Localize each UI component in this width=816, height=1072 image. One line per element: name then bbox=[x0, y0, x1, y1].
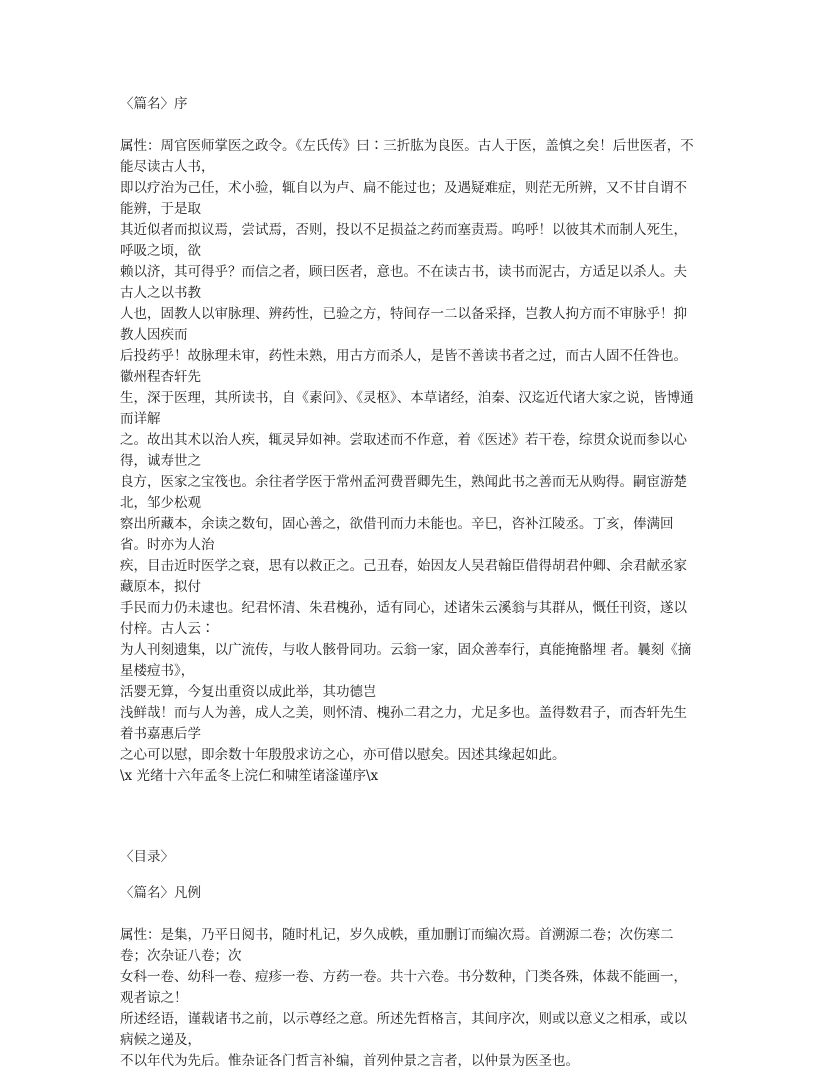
section-heading-conventions: 〈篇名〉凡例 bbox=[120, 885, 201, 901]
preface-line: 属性：周官医师掌医之政令。《左氏传》曰∶三折肱为良医。古人于医，盖慎之矣！后世医者，不能尽读古人书， bbox=[120, 138, 694, 175]
preface-signature: \x 光绪十六年孟冬上浣仁和啸笙诸滏谨序\x bbox=[120, 768, 379, 784]
conventions-line: 属性：是集，乃平日阅书，随时札记，岁久成帙，重加删订而编次焉。首溯源二卷；次伤寒二卷；次杂证八卷；次 bbox=[120, 927, 674, 964]
preface-line: 之心可以慰，即余数十年殷殷求访之心，亦可借以慰矣。因述其缘起如此。 bbox=[120, 747, 566, 763]
spacer bbox=[120, 868, 700, 883]
preface-line: 疾，目击近时医学之衰，思有以救正之。己丑春，始因友人吴君翰臣借得胡君仲卿、余君献丞家藏原本，拟付 bbox=[120, 558, 687, 595]
preface-line: 浅鲜哉！而与人为善，成人之美，则怀清、槐孙二君之力，尤足多也。盖得数君子，而杏轩先生着书嘉惠后学 bbox=[120, 705, 687, 742]
preface-line: 人也，固教人以审脉理、辨药性，已验之方，特间存一二以备采择，岂教人拘方而不审脉乎！抑教人因疾而 bbox=[120, 306, 687, 343]
preface-line: 后投药乎！故脉理未审，药性未熟，用古方而杀人，是皆不善读书者之过，而古人固不任咎也。徽州程杏轩先 bbox=[120, 348, 687, 385]
preface-line: 之。故出其术以治人疾，辄灵异如神。尝取述而不作意，着《医述》若干卷，综贯众说而参以心得，诚寿世之 bbox=[120, 432, 687, 469]
preface-line: 赖以济，其可得乎？而信之者，顾曰医者，意也。不在读古书，读书而泥古，方适足以杀人。夫古人之以书教 bbox=[120, 264, 687, 301]
preface-line: 活婴无算，今复出重资以成此举，其功德岂 bbox=[120, 684, 377, 700]
conventions-line: 所述经语，谨载诸书之前，以示尊经之意。所述先哲格言，其间序次，则或以意义之相承，或以病候之递及， bbox=[120, 1011, 687, 1048]
conventions-line: 女科一卷、幼科一卷、痘疹一卷、方药一卷。共十六卷。书分数种，门类各殊，体裁不能画一，观者谅之！ bbox=[120, 969, 687, 1006]
preface-line: 生，深于医理，其所读书，自《素问》、《灵枢》、本草诸经，洎秦、汉迄近代诸大家之说，皆博通而详解 bbox=[120, 390, 694, 427]
preface-line: 为人刊刻遗集，以广流传，与收人骸骨同功。云翁一家，固众善奉行，真能掩骼埋 者。曩刻《摘星楼痘书》， bbox=[120, 642, 692, 679]
preface-body bbox=[120, 136, 700, 787]
conventions-body bbox=[120, 925, 700, 1072]
preface-line: 手民而力仍未逮也。纪君怀清、朱君槐孙，适有同心，述诸朱云溪翁与其群从，慨任刊资，遂以付梓。古人云∶ bbox=[120, 600, 687, 637]
section-heading-preface: 〈篇名〉序 bbox=[120, 96, 188, 112]
spacer bbox=[120, 787, 700, 847]
document-page bbox=[120, 94, 700, 1072]
preface-line: 其近似者而拟议焉，尝试焉，否则，投以不足损益之药而塞责焉。呜呼！以彼其术而制人死生，呼吸之顷，欲 bbox=[120, 222, 687, 259]
spacer bbox=[120, 904, 700, 925]
preface-line: 即以疗治为己任，术小验，辄自以为卢、扁不能过也；及遇疑难症，则茫无所辨，又不甘自谓不能辨，于是取 bbox=[120, 180, 687, 217]
conventions-line: 不以年代为先后。惟杂证各门哲言补编，首列仲景之言者，以仲景为医圣也。 bbox=[120, 1053, 579, 1069]
spacer bbox=[120, 115, 700, 136]
preface-line: 良方，医家之宝筏也。余往者学医于常州孟河费晋卿先生，熟闻此书之善而无从购得。嗣宦游楚北，邹少松观 bbox=[120, 474, 687, 511]
section-heading-toc: 〈目录〉 bbox=[120, 849, 174, 865]
preface-line: 察出所藏本，余读之数旬，固心善之，欲借刊而力未能也。辛巳，咨补江陵丞。丁亥，俸满回省。时亦为人治 bbox=[120, 516, 674, 553]
